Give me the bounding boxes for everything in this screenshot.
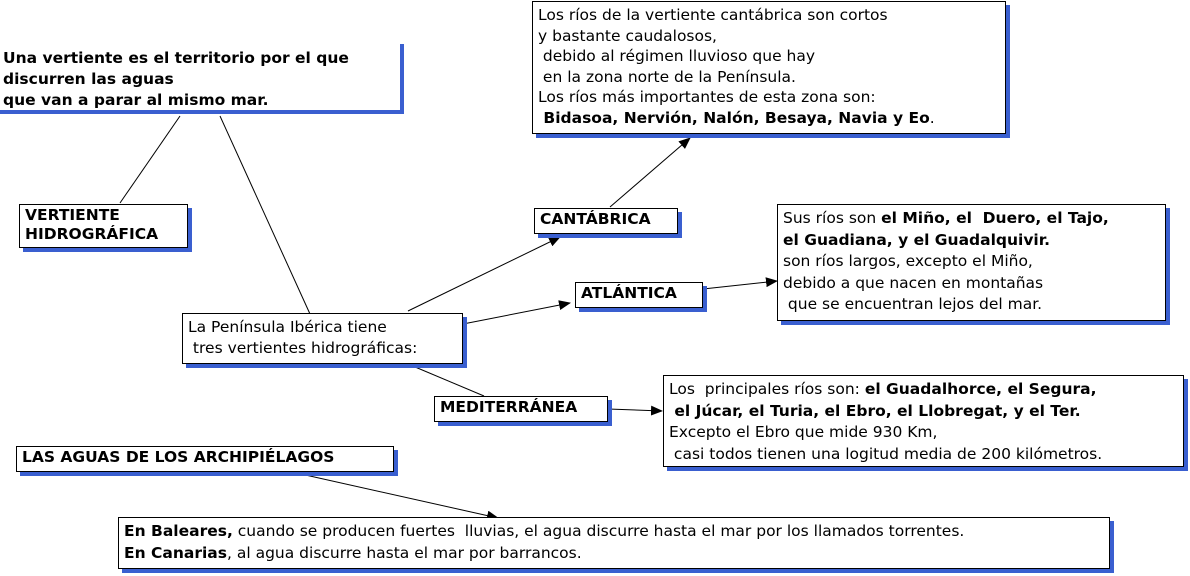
line-definition-vertiente xyxy=(120,116,180,203)
arrow-atlantica-text xyxy=(703,281,777,289)
mediterranea-intro: Los principales ríos son: xyxy=(669,380,865,398)
vertiente-line-1: VERTIENTE xyxy=(25,206,120,224)
baleares-bold: En Baleares, xyxy=(124,522,233,540)
cantabrica-label: CANTÁBRICA xyxy=(540,210,651,228)
mediterranea-line-1: Excepto el Ebro que mide 930 Km, xyxy=(669,423,938,441)
cantabrica-line-3: debido al régimen lluvioso que hay xyxy=(538,47,816,65)
peninsula-line-2: tres vertientes hidrográficas: xyxy=(188,339,418,357)
mediterranea-rivers-2: el Júcar, el Turia, el Ebro, el Llobregat, y el Ter. xyxy=(669,401,1081,420)
arrow-mediterranea-text xyxy=(608,409,662,411)
archipielagos-node xyxy=(16,446,394,472)
atlantica-intro: Sus ríos son xyxy=(783,209,882,227)
cantabrica-description xyxy=(532,1,1006,134)
atlantica-rivers-line-1 xyxy=(783,208,1160,230)
definition-line-3: que van a parar al mismo mar. xyxy=(3,91,269,109)
cantabrica-line-5: Los ríos más importantes de esta zona son: xyxy=(538,88,876,106)
archipielagos-label: LAS AGUAS DE LOS ARCHIPIÉLAGOS xyxy=(22,448,335,466)
atlantica-rivers-2: el Guadiana, y el Guadalquivir. xyxy=(783,230,1051,249)
cantabrica-rivers-line xyxy=(538,108,1000,129)
arrow-peninsula-cantabrica xyxy=(408,237,560,311)
peninsula-line-1: La Península Ibérica tiene xyxy=(188,318,387,336)
cantabrica-rivers: Bidasoa, Nervión, Nalón, Besaya, Navia y Eo xyxy=(538,108,930,127)
mediterranea-line-2: casi todos tienen una logitud media de 200 kilómetros. xyxy=(669,444,1103,463)
line-definition-peninsula xyxy=(220,116,310,314)
mediterranea-rivers-line-1 xyxy=(669,379,1178,401)
atlantica-rivers-1: el Miño, el Duero, el Tajo, xyxy=(881,209,1109,227)
cantabrica-line-2: y bastante caudalosos, xyxy=(538,26,717,45)
mediterranea-label: MEDITERRÁNEA xyxy=(440,398,578,416)
peninsula-node xyxy=(182,313,463,364)
definition-line-1: Una vertiente es el territorio por el que xyxy=(3,49,349,67)
definition-note xyxy=(0,44,404,114)
baleares-line xyxy=(124,521,1104,543)
definition-line-2: discurren las aguas xyxy=(3,70,174,88)
arrow-cantabrica-text xyxy=(610,138,690,207)
atlantica-node xyxy=(575,282,703,308)
archipielagos-description xyxy=(118,517,1110,569)
canarias-bold: En Canarias xyxy=(124,543,227,562)
atlantica-line-2: debido a que nacen en montañas xyxy=(783,273,1044,292)
atlantica-line-1: son ríos largos, excepto el Miño, xyxy=(783,252,1033,270)
arrow-archipielagos-text xyxy=(292,472,498,518)
cantabrica-line-4: en la zona norte de la Península. xyxy=(538,67,796,86)
mediterranea-rivers-1: el Guadalhorce, el Segura, xyxy=(864,380,1097,398)
canarias-line xyxy=(124,543,1104,565)
line-peninsula-mediterranea xyxy=(408,364,484,396)
vertiente-hidrografica-node xyxy=(19,204,188,248)
mediterranea-node xyxy=(434,396,608,422)
atlantica-description xyxy=(777,204,1166,321)
atlantica-line-3: que se encuentran lejos del mar. xyxy=(783,295,1043,313)
cantabrica-line-1: Los ríos de la vertiente cantábrica son cortos xyxy=(538,6,888,24)
vertiente-line-2: HIDROGRÁFICA xyxy=(25,225,159,243)
atlantica-label: ATLÁNTICA xyxy=(581,284,677,302)
arrow-peninsula-atlantica xyxy=(463,303,570,324)
mediterranea-description xyxy=(663,375,1184,467)
cantabrica-rivers-end: . xyxy=(929,108,935,127)
cantabrica-node xyxy=(534,208,678,234)
canarias-text: , al agua discurre hasta el mar por barrancos. xyxy=(227,543,582,562)
baleares-text: cuando se producen fuertes lluvias, el agua discurre hasta el mar por los llamados torrentes. xyxy=(232,522,965,540)
